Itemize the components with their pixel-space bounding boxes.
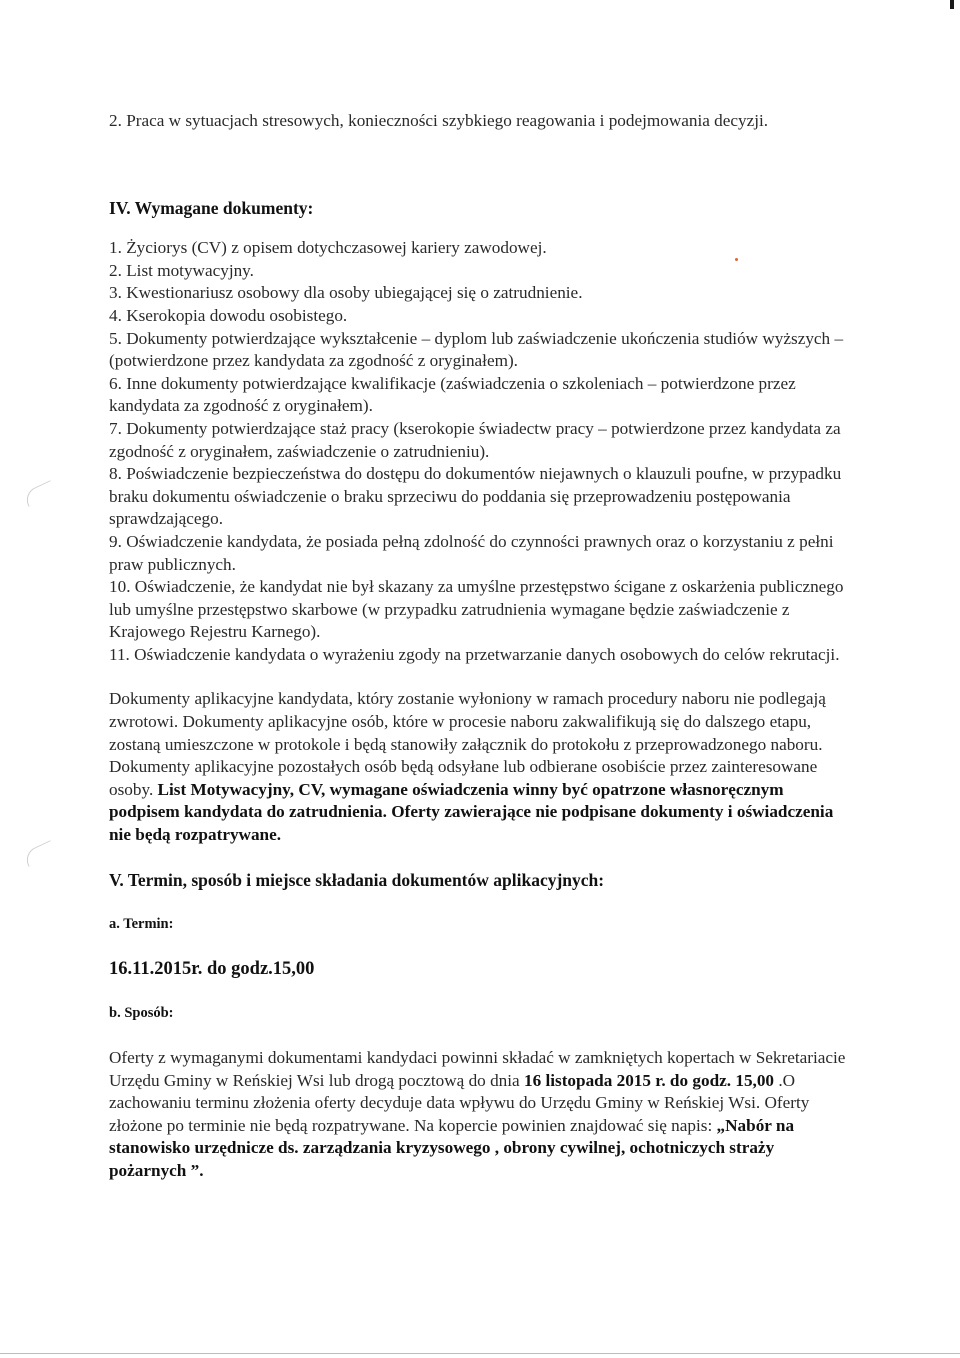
list-item: 3. Kwestionariusz osobowy dla osoby ubiegającej się o zatrudnienie. [109,283,583,303]
list-item: 11. Oświadczenie kandydata o wyrażeniu zgody na przetwarzanie danych osobowych do celów rekrutacji. [109,644,840,664]
spacer [109,1025,849,1047]
spacer [109,666,849,688]
method-text-part-1: Oferty z wymaganymi dokumentami kandydaci powinni składać w zamkniętych kopertach w Sekretariacie Urzędu Gminy w Reńskiej Wsi lub drogą pocztową do dnia [109,1048,846,1090]
scan-bottom-edge [0,1353,960,1354]
spacer [109,219,849,237]
spacer [109,847,849,869]
notice-text: Dokumenty aplikacyjne kandydata, który zostanie wyłoniony w ramach procedury naboru nie podlegają zwrotowi. Dokumenty aplikacyjne osób, które w procesie naboru zakwalifikują się do dalszego etapu, zostaną umieszczone w protokole i będą stanowiły załącznik do protokołu z przeprowadzonego naboru. Dokumenty aplikacyjne pozostałych osób będą odsyłane lub odbierane osobiście przez zainteresowane osoby. [109,689,826,799]
section-4-title: IV. Wymagane dokumenty: [109,197,314,218]
section-5-title: V. Termin, sposób i miejsce składania dokumentów aplikacyjnych: [109,869,605,890]
intro-list-item: 2. Praca w sytuacjach stresowych, konieczności szybkiego reagowania i podejmowania decyzji. [109,111,769,130]
notice-signature-requirement: List Motywacyjny, CV, wymagane oświadczenia winny być opatrzone własnoręcznym podpisem kandydata do zatrudnienia. Oferty zawierające nie podpisane dokumenty i oświadczenia nie będą rozpatrywane. [109,779,834,845]
margin-fold-mark-upper [22,480,56,507]
application-notice-paragraph [109,688,849,846]
list-item: 9. Oświadczenie kandydata, że posiada pełną zdolność do czynności prawnych oraz o korzystaniu z pełni praw publicznych. [109,531,834,574]
method-date-bold: 16 listopada 2015 r. do godz. 15,00 [523,1070,775,1090]
list-item: 6. Inne dokumenty potwierdzające kwalifikacje (zaświadczenia o szkoleniach – potwierdzone przez kandydata za zgodność z oryginałem). [109,373,796,416]
spacer [109,133,849,197]
spacer [109,936,849,958]
list-item: 7. Dokumenty potwierdzające staż pracy (kserokopie świadectw pracy – potwierdzone przez kandydata za zgodność z oryginałem, zaświadczenie o zatrudnieniu). [109,418,841,461]
list-item: 4. Kserokopia dowodu osobistego. [109,305,348,325]
list-item: 2. List motywacyjny. [109,260,254,280]
spacer [109,980,849,1002]
deadline-date: 16.11.2015r. do godz.15,00 [109,958,315,979]
list-item: 8. Poświadczenie bezpieczeństwa do dostępu do dokumentów niejawnych o klauzuli poufne, w przypadku braku dokumentu oświadczenie o braku sprzeciwu do poddania się przeprowadzeniu postępowania sprawdzającego. [109,464,842,529]
document-page [109,110,849,1183]
margin-fold-mark-lower [22,840,56,867]
spacer [109,891,849,913]
deadline-subtitle: a. Termin: [109,916,174,933]
method-text-part-2: .O zachowaniu terminu złożenia oferty decyduje data wpływu do Urzędu Gminy w Reńskiej Wsi. Oferty złożone po terminie nie będą rozpatrywane. Na kopercie powinien znajdować się napis: [109,1070,810,1135]
required-documents-list [109,237,849,666]
submission-method-paragraph [109,1047,849,1183]
list-item: 5. Dokumenty potwierdzające wykształcenie – dyplom lub zaświadczenie ukończenia studiów wyższych – (potwierdzone przez kandydata za zgodność z oryginałem). [109,328,844,371]
method-subtitle: b. Sposób: [109,1005,174,1022]
scan-corner-mark [950,0,954,9]
list-item: 10. Oświadczenie, że kandydat nie był skazany za umyślne przestępstwo ścigane z oskarżenia publicznego lub umyślne przestępstwo skarbowe (w przypadku zatrudnienia wymagane będzie zaświadczenie z Krajowego Rejestru Karnego). [109,577,844,642]
list-item: 1. Życiorys (CV) z opisem dotychczasowej kariery zawodowej. [109,238,547,258]
envelope-label-bold: „Nabór na stanowisko urzędnicze ds. zarządzania kryzysowego , obrony cywilnej, ochotniczych straży pożarnych ”. [109,1115,795,1180]
